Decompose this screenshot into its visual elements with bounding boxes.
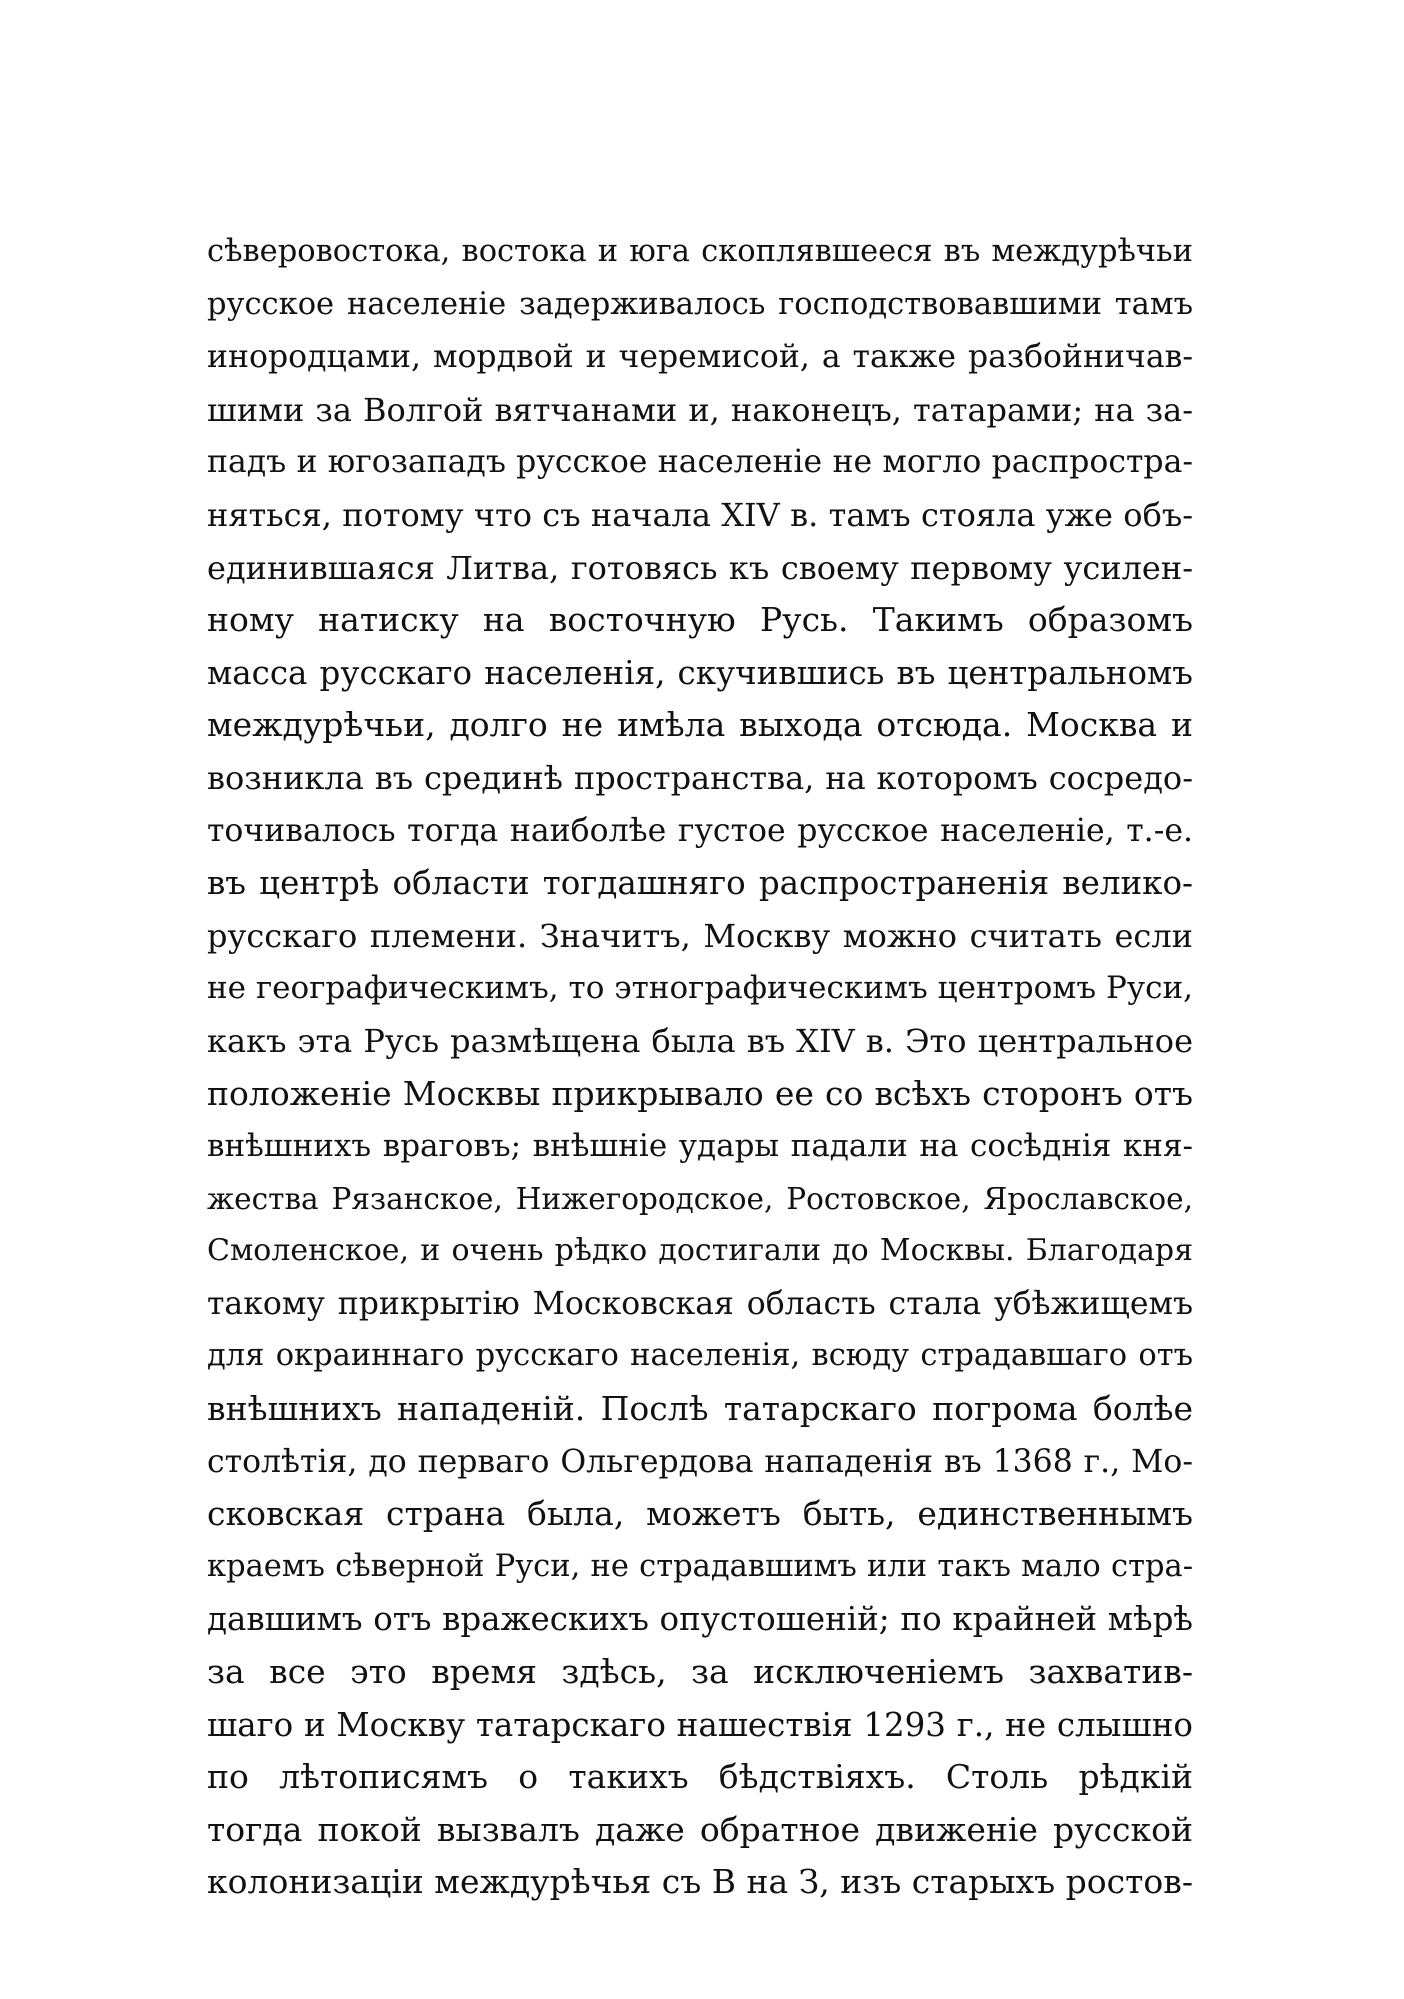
text-line: междурѣчьи, долго не имѣла выхода отсюда. Москва и [207,705,1193,745]
text-line: русскаго племени. Значитъ, Москву можно считать если [207,916,1193,955]
text-line: жества Рязанское, Нижегородское, Ростовское, Ярославское, [207,1181,1193,1216]
text-line: для окраиннаго русскаго населенія, всюду страдавшаго отъ [207,1338,1193,1374]
text-line: точивалось тогда наиболѣе густое русское населеніе, т.-е. [207,812,1193,849]
text-line: масса русскаго населенія, скучившись въ центральномъ [207,653,1193,692]
text-line: инородцами, мордвой и черемисой, а также разбойничав- [207,339,1193,376]
text-line: шими за Волгой вятчанами и, наконецъ, татарами; на за- [207,390,1193,429]
text-line: не географическимъ, то этнографическимъ центромъ Руси, [207,970,1193,1007]
text-line: какъ эта Русь размѣщена была въ XIV в. Это центральное [207,1021,1193,1060]
text-line: по лѣтописямъ о такихъ бѣдствіяхъ. Столь рѣдкій [207,1757,1193,1797]
text-line: возникла въ срединѣ пространства, на которомъ сосредо- [207,758,1193,797]
text-line: колонизаціи междурѣчья съ В на З, изъ старыхъ ростов- [207,1862,1193,1902]
text-line: краемъ сѣверной Руси, не страдавшимъ или такъ мало стра- [207,1548,1193,1584]
text-line: внѣшнихъ нападеній. Послѣ татарскаго погрома болѣе [207,1389,1193,1429]
text-line: столѣтія, до перваго Ольгердова нападенія въ 1368 г., Мо- [207,1443,1193,1480]
text-line: давшимъ отъ вражескихъ опустошеній; по крайней мѣрѣ [207,1600,1193,1639]
text-line: Смоленское, и очень рѣдко достигали до Москвы. Благодаря [207,1233,1193,1269]
text-line: за все это время здѣсь, за исключеніемъ захватив- [207,1652,1193,1692]
text-line: ному натиску на восточную Русь. Такимъ образомъ [207,600,1193,640]
text-line: шаго и Москву татарскаго нашествія 1293 г., не слышно [207,1705,1193,1744]
body-text [207,226,1193,1909]
text-line: няться, потому что съ начала XIV в. тамъ стояла уже объ- [207,495,1193,534]
text-line: тогда покой вызвалъ даже обратное движеніе русской [207,1809,1193,1849]
text-line: падъ и югозападъ русское населеніе не могло распростра- [207,444,1193,481]
text-line: русское населеніе задерживалось господствовавшими тамъ [207,286,1193,322]
text-line: единившаяся Литва, готовясь къ своему первому усилен- [207,548,1193,587]
text-line: сковская страна была, можетъ быть, единственнымъ [207,1494,1193,1534]
text-line: сѣверовостока, востока и юга скоплявшееся въ междурѣчьи [207,234,1193,269]
text-line: такому прикрытію Московская область стала убѣжищемъ [207,1285,1193,1322]
text-line: положеніе Москвы прикрывало ее со всѣхъ сторонъ отъ [207,1073,1193,1113]
text-line: въ центрѣ области тогдашняго распространенія велико- [207,864,1193,903]
text-line: внѣшнихъ враговъ; внѣшніе удары падали на сосѣднія кня- [207,1128,1193,1165]
